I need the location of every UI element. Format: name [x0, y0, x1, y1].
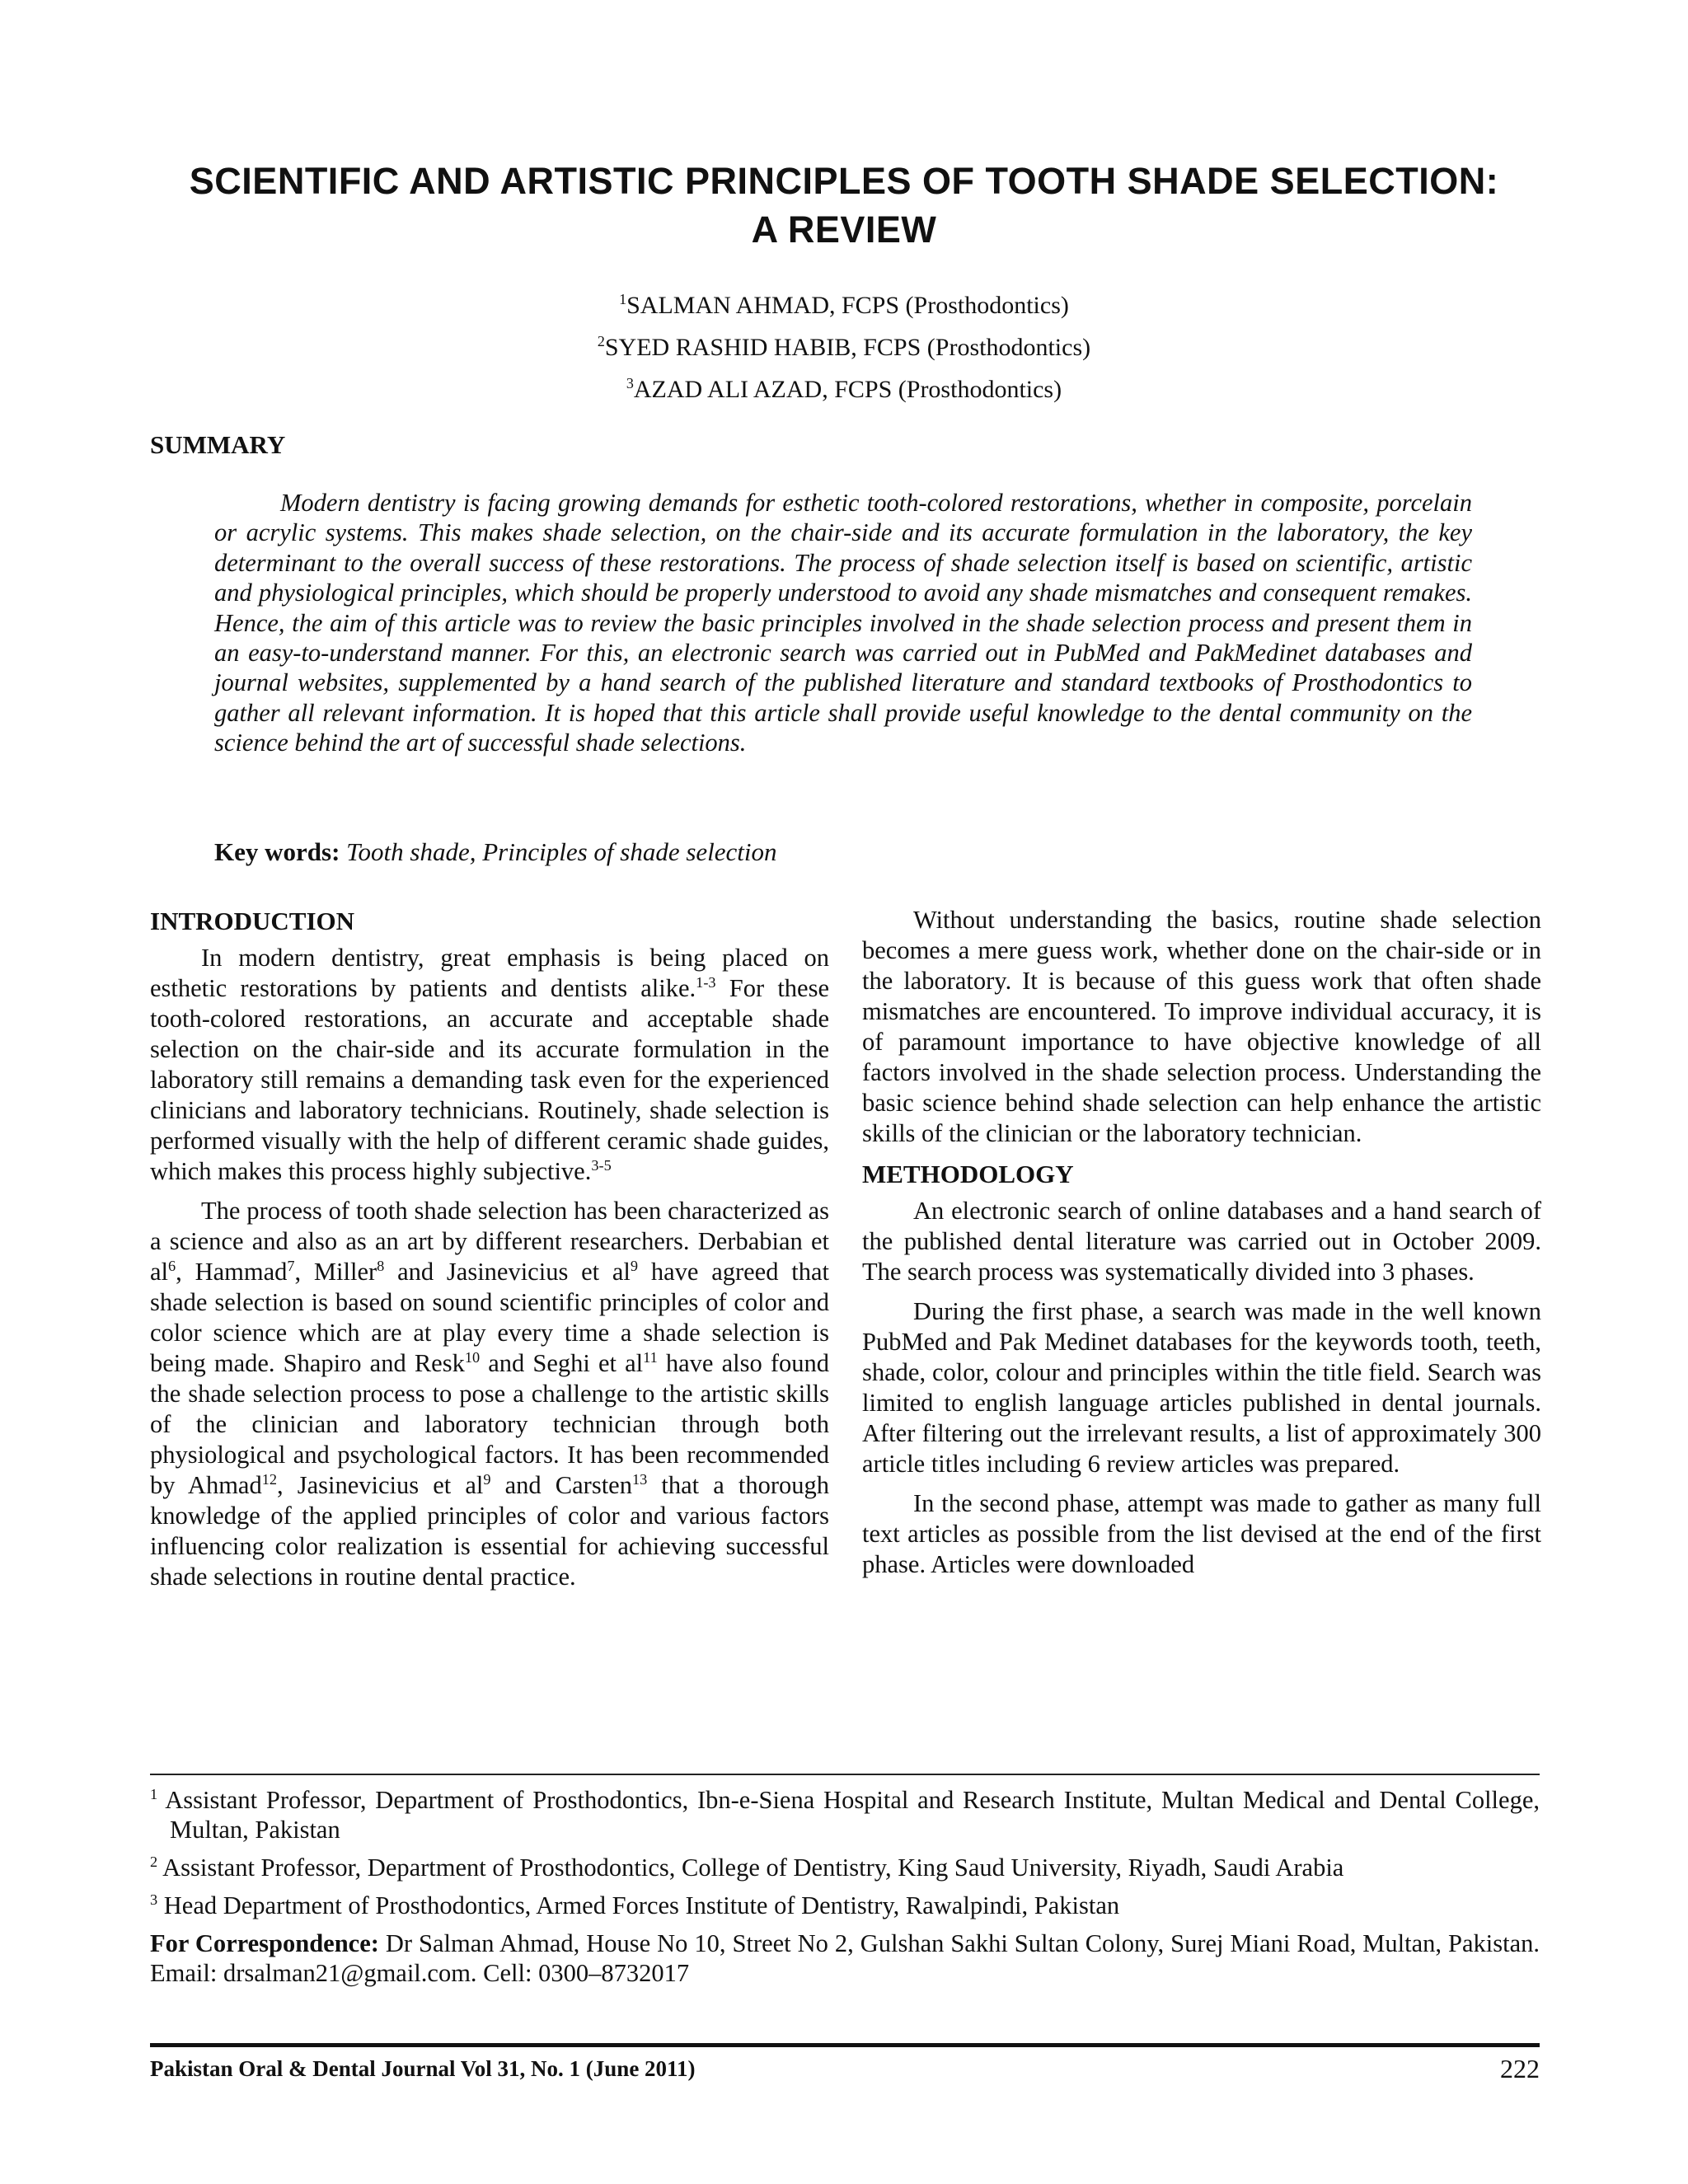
- title-line-2: A REVIEW: [751, 209, 937, 251]
- citation: 3-5: [591, 1156, 612, 1174]
- methodology-paragraph-2: During the first phase, a search was made in the well known PubMed and Pak Medinet databases for the keywords tooth, teeth, shade, color, colour and principles within the title field. Search was limited to english language articles published in dental journals. After filtering out the irrelevant results, a list of approximately 300 article titles including 6 review articles was prepared.: [862, 1297, 1541, 1478]
- title-line-1: SCIENTIFIC AND ARTISTIC PRINCIPLES OF TOOTH SHADE SELECTION:: [189, 160, 1499, 202]
- author-name: SALMAN AHMAD, FCPS (Prosthodontics): [626, 292, 1069, 319]
- citation: 11: [643, 1348, 658, 1366]
- keywords: [214, 837, 777, 867]
- citation: 13: [631, 1470, 648, 1488]
- correspondence: [150, 1929, 1540, 1988]
- citation: 9: [483, 1470, 491, 1488]
- summary-heading: SUMMARY: [150, 430, 286, 459]
- correspondence-label: For Correspondence:: [150, 1929, 379, 1957]
- page-number: 222: [1500, 2054, 1540, 2083]
- article-title: [148, 157, 1540, 254]
- keywords-label: Key words:: [214, 837, 340, 866]
- citation: 7: [287, 1257, 295, 1274]
- introduction-paragraph-3: Without understanding the basics, routine shade selection becomes a mere guess work, whether done on the chair-side or in the laboratory. It is because of this guess work that often shade mismatches are encountered. To improve individual accuracy, it is of paramount importance to have objective knowledge of all factors involved in the shade selection process. Understanding the basic science behind shade selection can help enhance the artistic skills of the clinician or the laboratory technician.: [862, 906, 1541, 1147]
- author-3: [272, 368, 1416, 410]
- left-column: [150, 905, 829, 1601]
- footnote-1: $^1$ Assistant Professor, Department of Prosthodontics, Ibn-e-Siena Hospital and Research Institute, Multan Medical and Dental College, Multan, Pakistan: [150, 1785, 1540, 1844]
- abstract-text: Modern dentistry is facing growing demands for esthetic tooth-colored restorations, whether in composite, porcelain or acrylic systems. This makes shade selection, on the chair-side and its accurate formulation in the laboratory, the key determinant to the overall success of these restorations. The process of shade selection itself is based on scientific, artistic and physiological principles, which should be properly understood to avoid any shade mismatches and consequent remakes. Hence, the aim of this article was to review the basic principles involved in the shade selection process and present them in an easy-to-understand manner. For this, an electronic search was carried out in PubMed and PakMedinet databases and journal websites, supplemented by a hand search of the published literature and standard textbooks of Prosthodontics to gather all relevant information. It is hoped that this article shall provide useful knowledge to the dental community on the science behind the art of successful shade selections.: [214, 489, 1472, 757]
- footnote-2: $^2$ Assistant Professor, Department of Prosthodontics, College of Dentistry, King Saud University, Riyadh, Saudi Arabia: [150, 1853, 1344, 1882]
- author-marker: 1: [619, 291, 627, 307]
- citation: 9: [630, 1257, 639, 1274]
- citation: 10: [464, 1348, 481, 1366]
- author-marker: 2: [597, 333, 605, 349]
- footnote-3: $^3$ Head Department of Prosthodontics, Armed Forces Institute of Dentistry, Rawalpindi, Pakistan: [150, 1891, 1120, 1919]
- author-list: [272, 284, 1416, 410]
- keywords-value: Tooth shade, Principles of shade selection: [346, 837, 777, 866]
- citation: 1-3: [696, 973, 716, 991]
- introduction-paragraph-2: The process of tooth shade selection has been characterized as a science and also as an art by different researchers. Derbabian et $al^6$, Hammad$^7$, Miller$^8$ and Jasinevicius et $al^9$ have agreed that shade selection is based on sound scientific principles of color and color science which are at play every time a shade selection is being made. Shapiro and Resk$^{10}$ and Seghi et $al^{11}$ have also found the shade selection process to pose a challenge to the artistic skills of the clinician and laboratory technician through both physiological and psychological factors. It has been recommended by Ahmad$^{12}$, Jasinevicius et $al^9$ and Carsten$^{13}$ that a thorough knowledge of the applied principles of color and various factors influencing color realization is essential for achieving successful shade selections in routine dental practice.: [150, 1197, 829, 1591]
- correspondence-text: Dr Salman Ahmad, House No 10, Street No 2, Gulshan Sakhi Sultan Colony, Surej Miani Road, Multan, Pakistan. Email: drsalman21@gmail.com. Cell: 0300–8732017: [150, 1929, 1540, 1987]
- author-name: AZAD ALI AZAD, FCPS (Prosthodontics): [633, 376, 1062, 403]
- right-column: [862, 905, 1541, 1589]
- footnote-divider: [150, 1774, 1540, 1775]
- journal-citation: Pakistan Oral & Dental Journal Vol 31, No. 1 (June 2011): [150, 2056, 696, 2081]
- introduction-paragraph-1: In modern dentistry, great emphasis is being placed on esthetic restorations by patients and dentists alike.$^{1-3}$ For these tooth-colored restorations, an accurate and acceptable shade selection on the chair-side and its accurate formulation in the laboratory still remains a demanding task even for the experienced clinicians and laboratory technicians. Routinely, shade selection is performed visually with the help of different ceramic shade guides, which makes this process highly subjective.$^{3-5}$: [150, 944, 829, 1185]
- author-name: SYED RASHID HABIB, FCPS (Prosthodontics): [604, 334, 1091, 361]
- methodology-paragraph-1: An electronic search of online databases and a hand search of the published dental literature was carried out in October 2009. The search process was systematically divided into 3 phases.: [862, 1197, 1541, 1286]
- footer-divider: [150, 2043, 1540, 2047]
- citation: 6: [168, 1257, 176, 1274]
- author-2: [272, 326, 1416, 368]
- author-1: [272, 284, 1416, 326]
- citation: 12: [261, 1470, 277, 1488]
- author-marker: 3: [626, 375, 634, 391]
- introduction-heading: INTRODUCTION: [150, 907, 355, 935]
- methodology-heading: METHODOLOGY: [862, 1160, 1074, 1188]
- methodology-paragraph-3: In the second phase, attempt was made to gather as many full text articles as possible from the list devised at the end of the first phase. Articles were downloaded: [862, 1489, 1541, 1578]
- citation: 8: [377, 1257, 385, 1274]
- footnotes: [150, 1785, 1540, 1988]
